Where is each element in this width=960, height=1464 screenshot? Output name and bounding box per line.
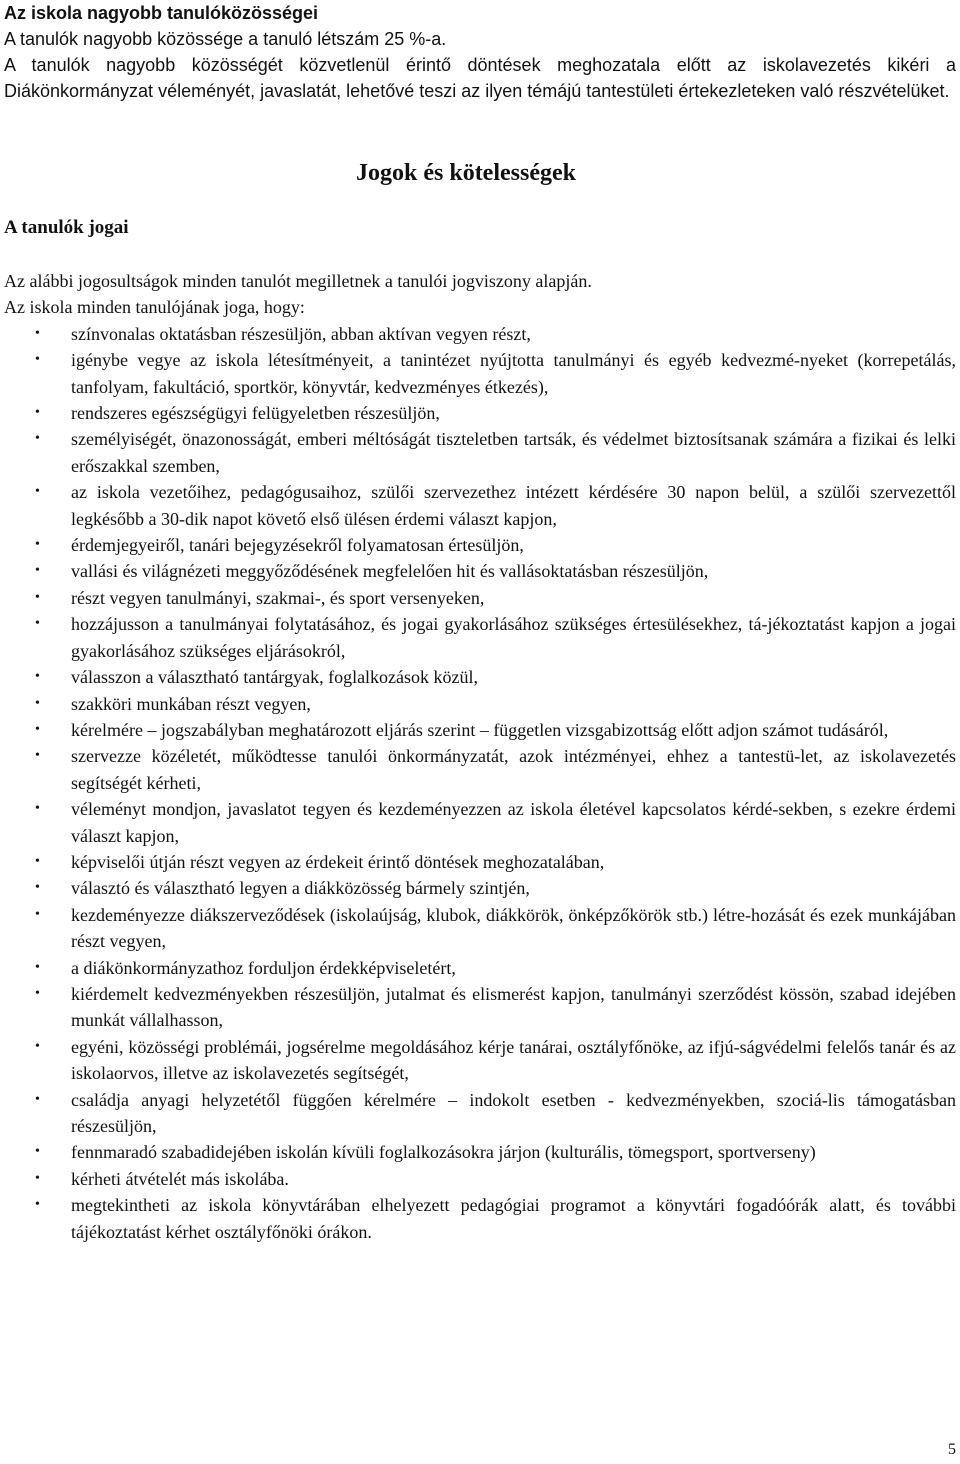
rights-item-text: színvonalas oktatásban részesüljön, abban aktívan vegyen részt, [71, 323, 531, 344]
rights-list-item [4, 1192, 956, 1245]
rights-item-text: egyéni, közösségi problémái, jogsérelme megoldásához kérje tanárai, osztályfőnöke, az ifjú-ságvédelmi felelős tanár és az iskolaorvos, illetve az iskolavezetés segítségét, [71, 1036, 956, 1084]
rights-item-text: az iskola vezetőihez, pedagógusaihoz, szülői szervezethez intézett kérdésére 30 napon belül, a szülői szervezettől legkésőbb a 30-dik napot követő első ülésen érdemi választ kapjon, [71, 482, 956, 529]
rights-list-item [4, 955, 956, 981]
rights-item-text: kezdeményezze diákszerveződések (iskolaújság, klubok, diákkörök, önképzőkörök stb.) létre-hozását és ezek munkájában részt vegyen, [71, 904, 956, 952]
bullet-icon: • [35, 405, 40, 421]
rights-list-item [4, 321, 956, 347]
intro-line: A tanulók nagyobb közössége a tanuló létszám 25 %-a. [4, 29, 447, 49]
rights-item-text: kérheti átvételét más iskolába. [71, 1168, 289, 1189]
rights-list-item [4, 849, 956, 875]
rights-item-text: kiérdemelt kedvezményekben részesüljön, jutalmat és elismerést kapjon, tanulmányi szerződést kössön, szabad idejében munkát vállalhasson, [71, 983, 956, 1031]
rights-item-text: személyiségét, önazonosságát, emberi méltóságát tiszteletben tartsák, és védelmet biztosítsanak számára a fizikai és lelki erőszakkal szemben, [71, 429, 956, 476]
rights-item-text: kérelmére – jogszabályban meghatározott eljárás szerint – független vizsgabizottság előtt adjon számot tudásáról, [71, 719, 889, 740]
rights-list-item [4, 981, 956, 1034]
rights-item-text: megtekintheti az iskola könyvtárában elhelyezett pedagógiai programot a könyvtári fogadóórák alatt, és további tájékoztatást kérhet osztályfőnöki órákon. [71, 1195, 956, 1242]
bullet-icon: • [35, 748, 40, 764]
bullet-icon: • [35, 721, 40, 737]
rights-item-text: képviselői útján részt vegyen az érdekeit érintő döntések meghozatalában, [71, 851, 605, 872]
bullet-icon: • [35, 1197, 40, 1213]
bullet-icon: • [35, 959, 40, 975]
rights-list [4, 321, 956, 1245]
bullet-icon: • [35, 589, 40, 605]
rights-list-item [4, 585, 956, 611]
bullet-icon: • [35, 1144, 40, 1160]
bullet-icon: • [35, 669, 40, 685]
bullet-icon: • [35, 325, 40, 341]
bullet-icon: • [35, 1038, 40, 1054]
rights-item-text: rendszeres egészségügyi felügyeletben részesüljön, [71, 403, 440, 424]
rights-list-item [4, 479, 956, 532]
rights-item-text: részt vegyen tanulmányi, szakmai-, és sport versenyeken, [71, 587, 485, 608]
rights-list-item [4, 796, 956, 849]
rights-item-text: érdemjegyeiről, tanári bejegyzésekről folyamatosan értesüljön, [71, 535, 524, 556]
page-number: 5 [948, 1441, 956, 1458]
bullet-icon: • [35, 1170, 40, 1186]
intro-block [4, 0, 956, 104]
rights-item-text: válasszon a választható tantárgyak, foglalkozások közül, [71, 667, 479, 688]
rights-item-text: szervezze közéletét, működtesse tanulói önkormányzatát, azok intézményei, ehhez a tantestü-let, az iskolavezetés segítségét kérheti, [71, 746, 956, 793]
bullet-icon: • [35, 431, 40, 447]
rights-item-text: hozzájusson a tanulmányai folytatásához, és jogai gyakorlásához szükséges értesülésekhez, tá-jékoztatást kapjon a jogai gyakorlásához szükséges eljárásokról, [71, 614, 956, 661]
rights-lead-2: Az iskola minden tanulójának joga, hogy: [4, 297, 305, 318]
rights-list-item [4, 743, 956, 796]
rights-list-item [4, 875, 956, 901]
rights-list-item [4, 902, 956, 955]
rights-list-item [4, 1166, 956, 1192]
document-page [4, 0, 956, 1242]
rights-list-item [4, 1034, 956, 1087]
rights-list-item [4, 664, 956, 690]
bullet-icon: • [35, 616, 40, 632]
rights-list-item [4, 347, 956, 400]
bullet-icon: • [35, 537, 40, 553]
section-subtitle: A tanulók jogai [4, 217, 129, 238]
bullet-icon: • [35, 695, 40, 711]
rights-list-item [4, 1087, 956, 1140]
rights-item-text: szakköri munkában részt vegyen, [71, 693, 311, 714]
bullet-icon: • [35, 880, 40, 896]
intro-heading: Az iskola nagyobb tanulóközösségei [4, 3, 319, 23]
rights-item-text: fennmaradó szabadidejében iskolán kívüli foglalkozásokra járjon (kulturális, tömegsport, sportverseny) [71, 1142, 816, 1163]
bullet-icon: • [35, 985, 40, 1001]
rights-item-text: igénybe vegye az iskola létesítményeit, a tanintézet nyújtotta tanulmányi és egyéb kedvezmé-nyeket (korrepetálás, tanfolyam, fakultáció, sportkör, könyvtár, kedvezményes étkezés), [71, 350, 956, 397]
rights-list-item [4, 691, 956, 717]
rights-list-item [4, 611, 956, 664]
bullet-icon: • [35, 801, 40, 817]
bullet-icon: • [35, 906, 40, 922]
rights-list-item [4, 558, 956, 584]
rights-item-text: vallási és világnézeti meggyőződésének megfelelően hit és vallásoktatásban részesüljön, [71, 561, 709, 582]
rights-item-text: családja anyagi helyzetétől függően kérelmére – indokolt esetben - kedvezményekben, szociá-lis támogatásban részesüljön, [71, 1089, 956, 1136]
rights-list-item [4, 1139, 956, 1165]
rights-list-item [4, 400, 956, 426]
rights-item-text: véleményt mondjon, javaslatot tegyen és kezdeményezzen az iskola életével kapcsolatos kérdé-sekben, s ezekre érdemi választ kapjon, [71, 799, 956, 846]
section-title: Jogok és kötelességek [356, 160, 576, 186]
bullet-icon: • [35, 563, 40, 579]
bullet-icon: • [35, 484, 40, 500]
intro-paragraph: A tanulók nagyobb közösségét közvetlenül érintő döntések meghozatala előtt az iskolavezetés kikéri a Diákönkormányzat véleményét, javaslatát, lehetővé teszi az ilyen témájú tantestületi értekezleteken való részvételüket. [4, 55, 956, 101]
rights-lead-1: Az alábbi jogosultságok minden tanulót megilletnek a tanulói jogviszony alapján. [4, 271, 592, 291]
rights-item-text: választó és választható legyen a diákközösség bármely szintjén, [71, 878, 530, 899]
rights-item-text: a diákönkormányzathoz forduljon érdekképviseletért, [71, 957, 456, 978]
bullet-icon: • [35, 853, 40, 869]
rights-list-item [4, 717, 956, 743]
rights-block [4, 268, 956, 1245]
rights-list-item [4, 532, 956, 558]
bullet-icon: • [35, 1091, 40, 1107]
bullet-icon: • [35, 352, 40, 368]
rights-list-item [4, 426, 956, 479]
